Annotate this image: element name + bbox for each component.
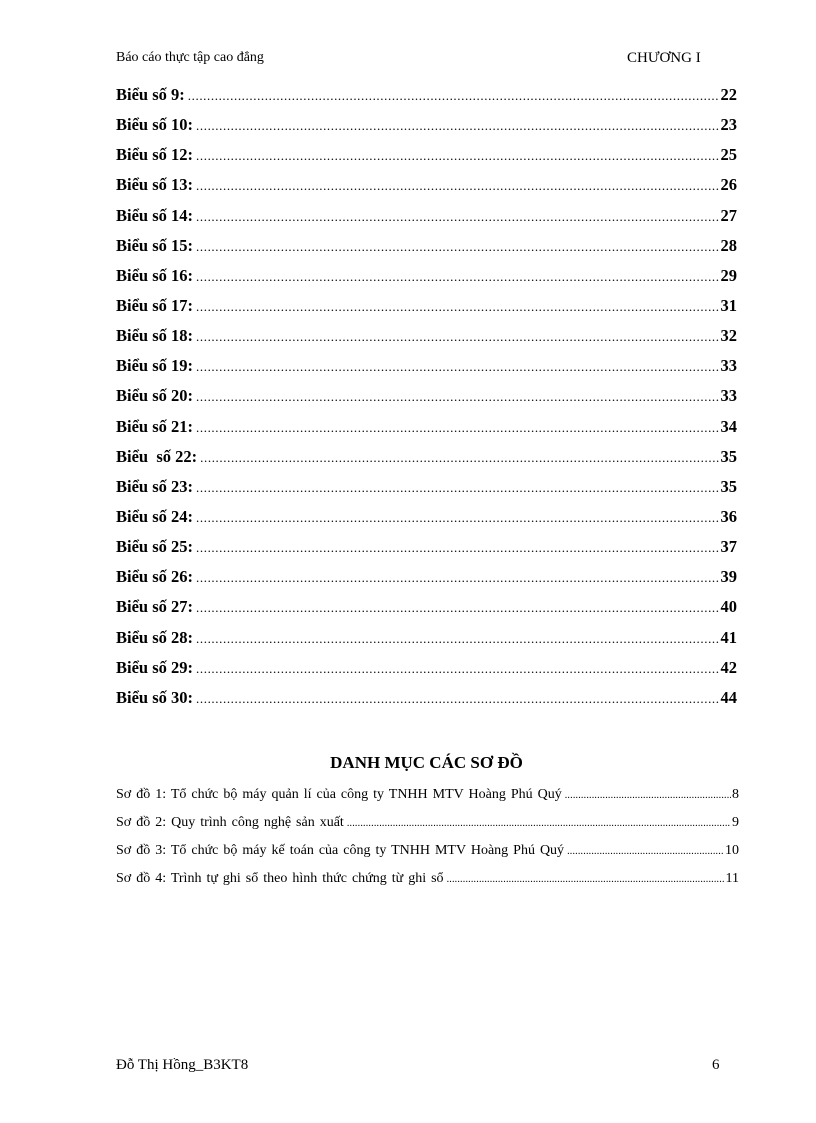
toc-row [116,477,737,507]
toc-page: 40 [720,597,737,617]
toc-row [116,145,737,175]
toc-row [116,175,737,205]
toc-label: Biểu số 28: [116,627,194,647]
toc-leader [196,600,719,616]
toc-row [116,85,737,115]
toc-leader [196,389,719,405]
toc-leader [196,178,719,194]
toc-row [116,296,737,326]
toc-label: Biểu số 20: [116,386,194,406]
toc-leader [196,691,719,707]
toc-leader [196,359,719,375]
toc-page: 36 [720,506,737,526]
toc-label: Biểu số 10: [116,115,194,135]
footer-page-number: 6 [712,1057,720,1073]
toc-label: Biểu số 19: [116,356,194,376]
toc-page: 26 [720,175,737,195]
diagram-label: Sơ đồ 4: Trình tự ghi sổ theo hình thức chứng từ ghi sổ [116,871,444,886]
toc-leader [196,480,719,496]
toc-leader [196,661,719,677]
toc-page: 35 [720,446,737,466]
toc-page: 28 [720,235,737,255]
diagram-row [116,843,739,871]
toc-page: 42 [720,657,737,677]
toc-leader [196,329,719,345]
diagrams-section-title: DANH MỤC CÁC SƠ ĐỒ [330,753,523,772]
diagram-leader [447,874,725,885]
toc-row [116,688,737,718]
toc-leader [196,269,719,285]
toc-label: Biểu số 9: [116,85,185,104]
toc-row [116,326,737,356]
header-chapter: CHƯƠNG I [627,50,701,66]
toc-page: 35 [720,476,737,496]
toc-page: 29 [720,265,737,285]
diagram-row [116,871,739,899]
diagram-page: 9 [732,815,739,830]
toc-row [116,447,737,477]
toc-label: Biểu số 27: [116,597,194,617]
toc-row [116,356,737,386]
toc-row [116,658,737,688]
toc-row [116,386,737,416]
toc-row [116,567,737,597]
toc-label: Biểu số 16: [116,265,194,285]
toc-page: 34 [720,416,737,436]
diagram-row [116,787,739,815]
diagram-page: 10 [725,843,739,858]
toc-label: Biểu số 15: [116,235,194,255]
toc-row [116,537,737,567]
toc-label: Biểu số 29: [116,657,194,677]
toc-row [116,115,737,145]
toc-leader [188,88,720,104]
toc-leader [196,510,719,526]
toc-page: 41 [720,627,737,647]
toc-leader [196,570,719,586]
toc-label: Biểu số 22: [116,446,198,466]
toc-label: Biểu số 26: [116,567,194,587]
toc-page: 37 [720,537,737,557]
toc-label: Biểu số 18: [116,326,194,346]
toc-label: Biểu số 23: [116,476,194,496]
toc-leader [196,148,719,164]
toc-page: 27 [720,205,737,225]
diagram-row [116,815,739,843]
toc-leader [196,540,719,556]
diagrams-list [116,787,739,899]
toc-leader [196,420,719,436]
toc-leader [196,299,719,315]
toc-page: 22 [720,85,737,104]
toc-page: 25 [720,145,737,165]
toc-row [116,206,737,236]
diagram-leader [565,790,731,801]
toc-leader [200,450,719,466]
toc-label: Biểu số 30: [116,687,194,707]
header-report-title: Báo cáo thực tập cao đẳng [116,50,264,65]
toc-label: Biểu số 13: [116,175,194,195]
toc-row [116,507,737,537]
toc-label: Biểu số 17: [116,295,194,315]
toc-page: 33 [720,386,737,406]
diagram-leader [347,818,731,829]
footer-author: Đỗ Thị Hồng_B3KT8 [116,1057,249,1073]
diagram-label: Sơ đồ 2: Quy trình công nghệ sản xuất [116,815,344,830]
toc-leader [196,209,719,225]
toc-page: 32 [720,326,737,346]
toc-page: 44 [720,687,737,707]
toc-row [116,266,737,296]
diagram-leader [567,846,724,857]
diagram-label: Sơ đồ 1: Tổ chức bộ máy quản lí của công ty TNHH MTV Hoàng Phú Quý [116,787,562,802]
toc-label: Biểu số 12: [116,145,194,165]
toc-row [116,236,737,266]
toc-row [116,597,737,627]
toc-label: Biểu số 25: [116,537,194,557]
toc-row [116,417,737,447]
toc-row [116,628,737,658]
toc-label: Biểu số 14: [116,205,194,225]
toc-page: 31 [720,295,737,315]
diagram-page: 11 [725,871,739,886]
diagram-label: Sơ đồ 3: Tổ chức bộ máy kế toán của công ty TNHH MTV Hoàng Phú Quý [116,843,565,858]
diagram-page: 8 [732,787,739,802]
toc-label: Biểu số 21: [116,416,194,436]
toc-leader [196,239,719,255]
tables-list [116,85,737,718]
toc-page: 33 [720,356,737,376]
toc-page: 23 [720,115,737,135]
toc-leader [196,118,719,134]
toc-label: Biểu số 24: [116,506,194,526]
toc-page: 39 [720,567,737,587]
toc-leader [196,631,719,647]
